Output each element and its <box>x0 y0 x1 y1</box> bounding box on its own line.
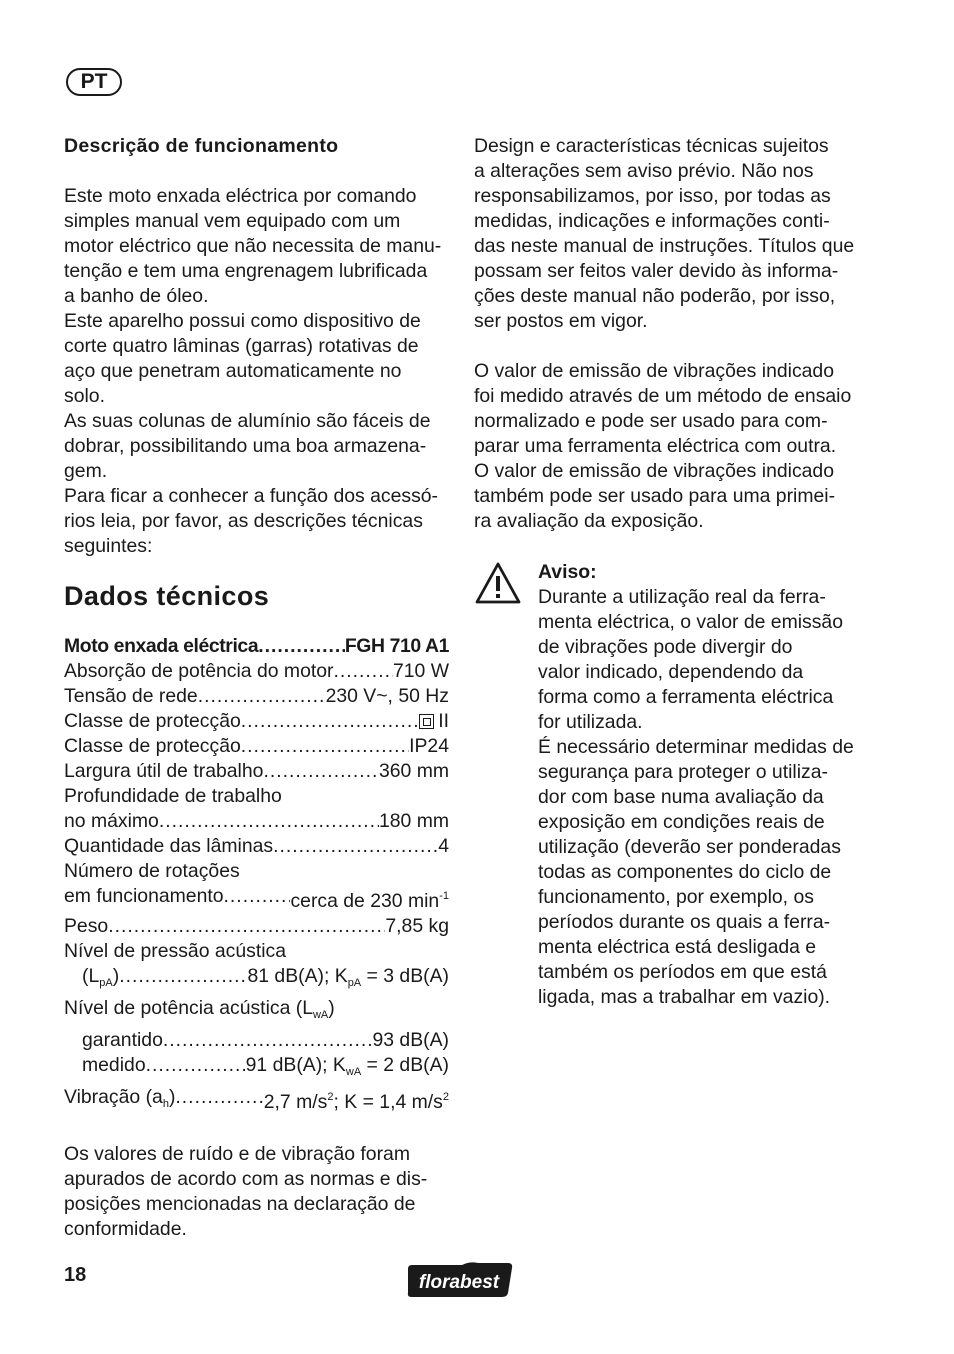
text-line: ligada, mas a trabalhar em vazio). <box>538 986 831 1008</box>
text-line: períodos durante os quais a ferra- <box>538 911 831 933</box>
text-line: Este aparelho possui como dispositivo de <box>64 310 421 332</box>
text-line: normalizado e pode ser usado para com- <box>474 410 828 432</box>
spec-working-width: Largura útil de trabalho ..... 360 mm <box>64 759 449 784</box>
right-column <box>474 134 864 534</box>
text-line: posições mencionadas na declaração de <box>64 1193 416 1215</box>
text-line: aço que penetram automaticamente no <box>64 360 402 382</box>
text-line: dobrar, possibilitando uma boa armazena- <box>64 435 427 457</box>
text-line: As suas colunas de alumínio são fáceis de <box>64 410 431 432</box>
text-line: Para ficar a conhecer a função dos acessó- <box>64 485 439 507</box>
paragraph <box>64 484 449 559</box>
spec-weight: Peso ..... 7,85 kg <box>64 914 449 939</box>
section-title-tech-data: Dados técnicos <box>64 581 270 611</box>
text-line: ra avaliação da exposição. <box>474 510 704 532</box>
text-line: simples manual vem equipado com um <box>64 210 401 232</box>
florabest-logo <box>404 1259 516 1301</box>
text-line: parar uma ferramenta eléctrica com outra. <box>474 435 837 457</box>
text-line: ser postos em vigor. <box>474 310 648 332</box>
text-line: dor com base numa avaliação da <box>538 786 824 808</box>
paragraph <box>474 134 864 334</box>
spec-depth: no máximo ..... 180 mm <box>64 809 449 834</box>
text-line: utilização (deverão ser ponderadas <box>538 836 841 858</box>
text-line: Os valores de ruído e de vibração foram <box>64 1143 410 1165</box>
spec-depth-label: Profundidade de trabalho <box>64 785 282 807</box>
text-line: forma como a ferramenta eléctrica <box>538 686 834 708</box>
text-line: também os períodos em que está <box>538 961 827 983</box>
text-line: valor indicado, dependendo da <box>538 661 804 683</box>
spec-sound-power-label: Nível de potência acústica $(L_{wA})$ <box>64 997 335 1021</box>
text-line: apurados de acordo com as normas e dis- <box>64 1168 428 1190</box>
text-line: gem. <box>64 460 108 482</box>
text-line: segurança para proteger o utiliza- <box>538 761 828 783</box>
text-line: foi medido através de um método de ensaio <box>474 385 852 407</box>
text-line: motor eléctrico que não necessita de manu- <box>64 235 442 257</box>
spec-rpm-label: Número de rotações <box>64 860 240 882</box>
spec-sound-pressure-label: Nível de pressão acústica <box>64 940 287 962</box>
spec-ip-rating: Classe de protecção ..... IP24 <box>64 734 449 759</box>
text-line: medidas, indicações e informações conti- <box>474 210 830 232</box>
warning-icon <box>474 560 522 606</box>
text-line: todas as componentes do ciclo de <box>538 861 832 883</box>
text-line: ções deste manual não poderão, por isso, <box>474 285 836 307</box>
text-line: exposição em condições reais de <box>538 811 825 833</box>
spec-blades: Quantidade das lâminas ..... 4 <box>64 834 449 859</box>
text-line: É necessário determinar medidas de <box>538 736 854 758</box>
spec-sound-power-measured: medido ..... 91 dB(A); $K_{wA} = 2$ dB(A) <box>64 1053 449 1085</box>
language-badge: PT <box>66 68 122 96</box>
spec-power: Absorção de potência do motor ..... 710 W <box>64 659 449 684</box>
text-line: seguintes: <box>64 535 153 557</box>
text-line: das neste manual de instruções. Títulos que <box>474 235 855 257</box>
text-line: corte quatro lâminas (garras) rotativas de <box>64 335 419 357</box>
section-title-description: Descrição de funcionamento <box>64 135 339 157</box>
warning-title: Aviso: <box>538 561 597 583</box>
spec-rpm: em funcionamento ..... cerca de 230 $\min^{-1}$ <box>64 884 449 914</box>
left-column <box>64 134 449 1242</box>
text-line: tenção e tem uma engrenagem lubrificada <box>64 260 428 282</box>
warning-block <box>538 560 868 1010</box>
spec-vibration: Vibração $(a_h)$ ..... 2,7 $m/s^2$; K = 1,4 $m/s^2$ <box>64 1085 449 1117</box>
text-line: Design e características técnicas sujeitos <box>474 135 829 157</box>
text-line: Durante a utilização real da ferra- <box>538 586 826 608</box>
spec-model: Moto enxada eléctrica ..... FGH 710 A1 <box>64 634 449 659</box>
text-line: também pode ser usado para uma primei- <box>474 485 836 507</box>
text-line: menta eléctrica está desligada e <box>538 936 817 958</box>
text-line: O valor de emissão de vibrações indicado <box>474 460 834 482</box>
text-line: for utilizada. <box>538 711 643 733</box>
text-line: solo. <box>64 385 105 407</box>
spec-sound-pressure: $(L_{pA})$ ..... 81 dB(A); $K_{pA} = 3$ dB(A) <box>64 964 449 996</box>
text-line: conformidade. <box>64 1218 187 1240</box>
spec-voltage: Tensão de rede ..... 230 V~, 50 Hz <box>64 684 449 709</box>
spec-protection-class: Classe de protecção ..... II <box>64 709 449 734</box>
paragraph <box>538 735 868 1010</box>
text-line: Este moto enxada eléctrica por comando <box>64 185 417 207</box>
text-line: a banho de óleo. <box>64 285 209 307</box>
text-line: possam ser feitos valer devido às informa- <box>474 260 839 282</box>
text-line: de vibrações pode divergir do <box>538 636 793 658</box>
paragraph <box>64 409 449 484</box>
spec-sound-power-guaranteed: garantido ..... 93 dB(A) <box>64 1028 449 1053</box>
page-number: 18 <box>64 1264 87 1286</box>
paragraph <box>474 359 864 534</box>
text-line: funcionamento, por exemplo, os <box>538 886 814 908</box>
paragraph <box>538 585 868 735</box>
text-line: menta eléctrica, o valor de emissão <box>538 611 844 633</box>
paragraph <box>64 309 449 409</box>
svg-text:florabest: florabest <box>418 1272 500 1293</box>
text-line: responsabilizamos, por isso, por todas as <box>474 185 831 207</box>
text-line: rios leia, por favor, as descrições técnicas <box>64 510 423 532</box>
paragraph <box>64 184 449 309</box>
text-line: a alterações sem aviso prévio. Não nos <box>474 160 814 182</box>
class-ii-icon <box>419 714 434 729</box>
text-line: O valor de emissão de vibrações indicado <box>474 360 834 382</box>
paragraph <box>64 1142 449 1242</box>
